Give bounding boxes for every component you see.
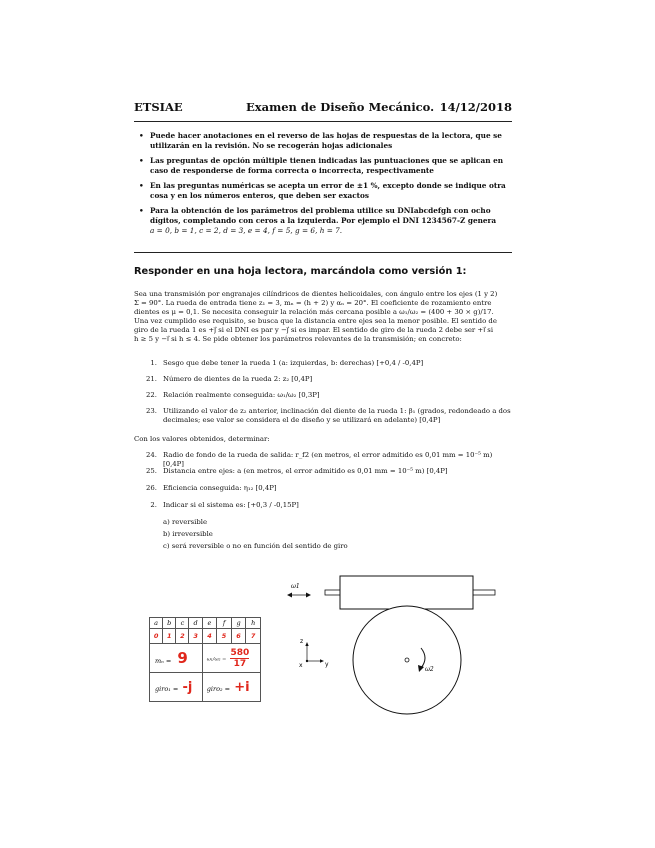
gear-2 [353, 606, 461, 714]
instruction-item: • Las preguntas de opción múltiple tienen indicadas las puntuaciones que se aplican en caso de responderse de forma correcta o incorrecta, respectivamente [136, 156, 514, 176]
section-title: Responder en una hoja lectora, marcándola como versión 1: [134, 266, 467, 277]
option-a: a) reversible [163, 518, 208, 526]
dni-example: a = 0, b = 1, c = 2, d = 3, e = 4, f = 5, g = 6, h = 7. [150, 226, 343, 235]
table-row: 0 1 2 3 4 5 6 7 [150, 629, 261, 644]
table-row: mₙ = 9 ω₁/ω₂ = $\frac{580}{17}$ [150, 644, 261, 673]
w1-arrow [287, 593, 311, 598]
gear-diagram [280, 570, 510, 720]
subheading: Con los valores obtenidos, determinar: [134, 435, 270, 443]
axes [305, 642, 324, 663]
axis-z-label: z [300, 638, 304, 645]
exam-header [134, 100, 512, 116]
option-c: c) será reversible o no en función del sentido de giro [163, 542, 348, 550]
mn-answer: 9 [177, 649, 188, 667]
instructions-rule [134, 252, 512, 253]
instruction-item: • Para la obtención de los parámetros del problema utilice su DNIabcdefgh con ocho dígitos, completando con ceros a la izquierda. Por ejemplo el DNI 1234567-Z genera a = 0, b = 1, c = 2, d = 3, e = 4, f = 5, g = 6, h = 7. [136, 206, 514, 236]
w2-label: ω2 [425, 666, 434, 673]
instruction-item: • En las preguntas numéricas se acepta un error de ±1 %, excepto donde se indique otra cosa y en los números enteros, que deben ser exactos [136, 181, 514, 201]
exam-date: 14/12/2018 [439, 100, 512, 114]
header-rule [134, 121, 512, 122]
ratio-answer: $\frac{580}{17}$ [230, 647, 250, 669]
exam-title: Examen de Diseño Mecánico. [246, 100, 435, 114]
table-row: giro₁ = -j giro₂ = +i [150, 673, 261, 702]
gear-1 [340, 576, 473, 609]
axis-x-label: x [299, 662, 303, 669]
w1-label: ω1 [291, 583, 300, 590]
problem-statement: Sea una transmisión por engranajes cilíndricos de dientes helicoidales, con ángulo entre los ejes (1 y 2) Σ = 90°. La rueda de entrada tiene z₁ = 3, mₙ = (h + 2) y αₙ = 20°. El coeficiente de rozamiento entre dientes es μ = 0,1. Se necesita conseguir la relación más cercana posible a ω₁/ω₂ = (400 + 30 × g)/17. Una vez cumplido ese requisito, se busca que la distancia entre ejes sea la menor posible. El sentido de giro de la rueda 1 es +j⃗ si el DNI es par y −j⃗ si es impar. El sentido de giro de la rueda 2 debe ser +i⃗ si h ≥ 5 y −i⃗ si h ≤ 4. Se pide obtener los parámetros relevantes de la transmisión; en concreto: [134, 290, 498, 343]
giro1-answer: -j [182, 679, 193, 695]
question-item: 23. Utilizando el valor de z₂ anterior, inclinación del diente de la rueda 1: β₁ (grados, redondeado a dos decimales; ese valor se considera el de diseño y se utilizará en adelante) [0,4P] [146, 407, 511, 424]
giro2-answer: +i [234, 679, 250, 695]
axis-y-label: y [325, 661, 329, 668]
table-row: a b c d e f g h [150, 618, 261, 629]
instruction-item: • Puede hacer anotaciones en el reverso de las hojas de respuestas de la lectora, que se utilizarán en la revisión. No se recogerán hojas adicionales [136, 131, 514, 151]
option-b: b) irreversible [163, 530, 213, 538]
dni-parameter-table [149, 617, 261, 702]
instructions-list [136, 131, 514, 241]
school-name: ETSIAE [134, 100, 183, 114]
